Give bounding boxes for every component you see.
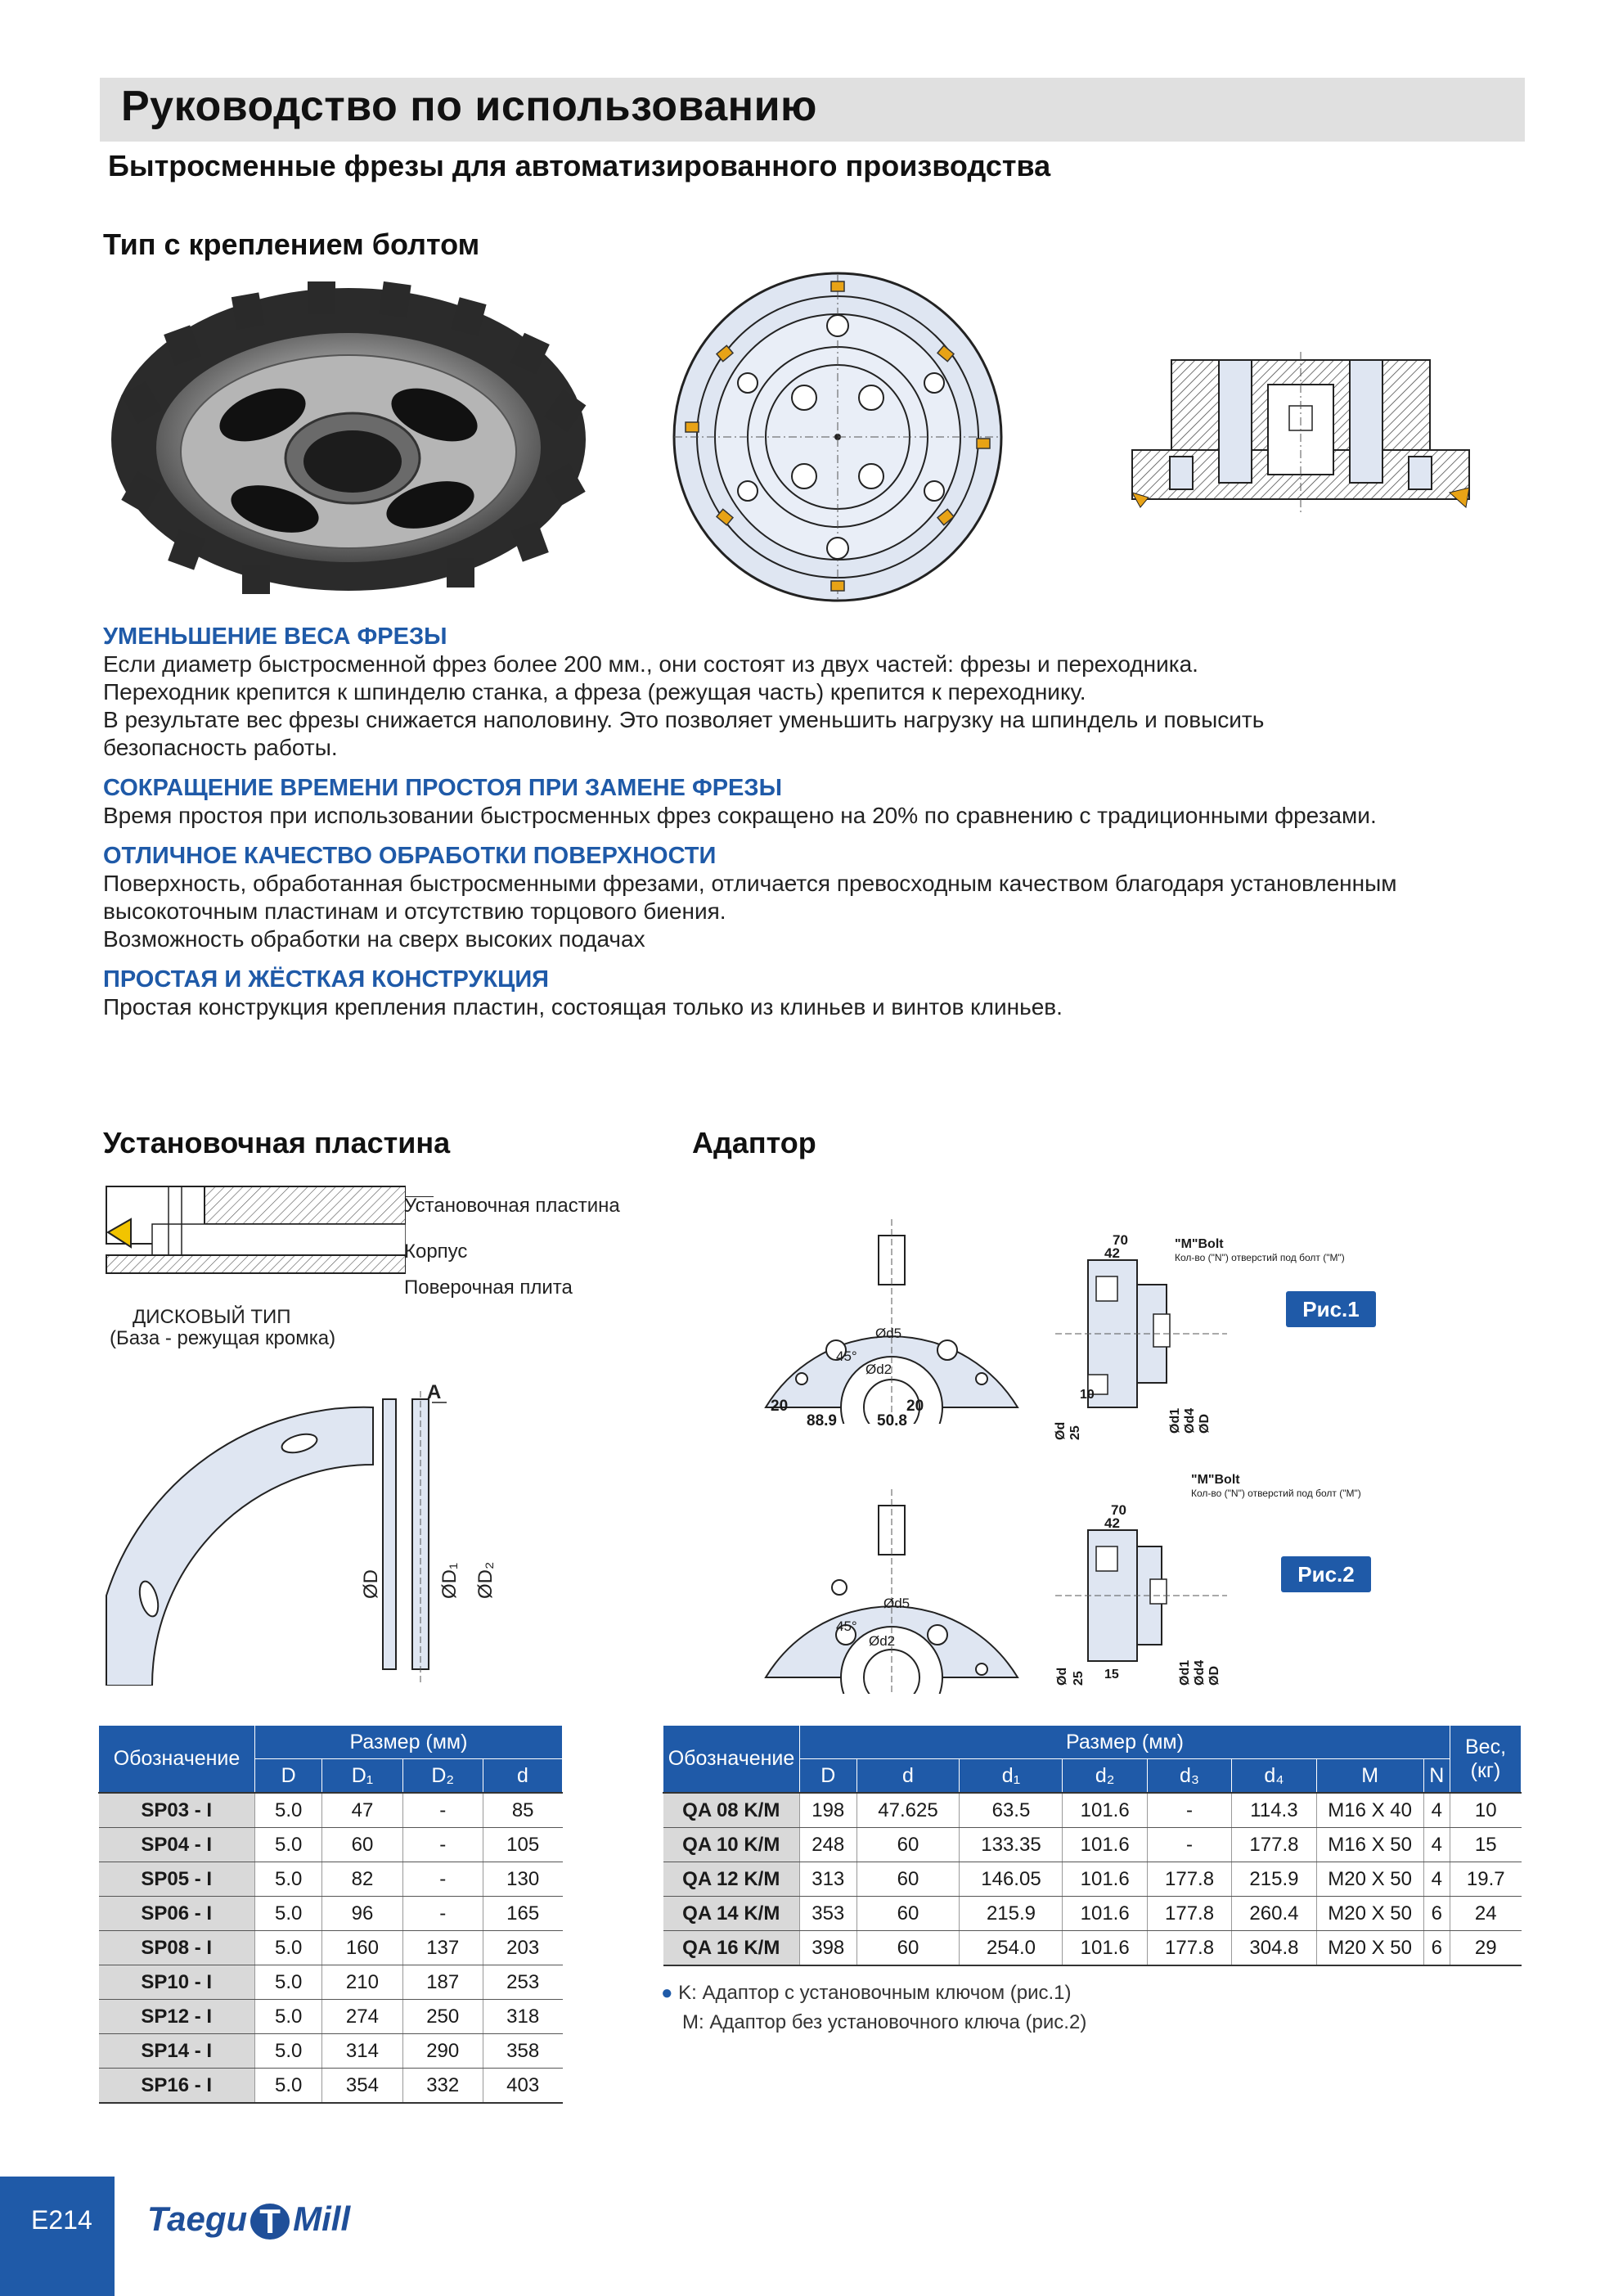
table-row: SP05 - I 5.0 82 - 130 bbox=[99, 1862, 563, 1897]
page-number: E214 bbox=[31, 2205, 92, 2235]
adapter-notes bbox=[661, 1979, 1086, 2037]
dim-D1: ØD₁ bbox=[438, 1562, 461, 1599]
section-title-bolt-type: Тип с креплением болтом bbox=[103, 227, 480, 261]
adapter-fig2-front-drawing bbox=[761, 1489, 1023, 1694]
header-size: Размер (мм) bbox=[255, 1726, 563, 1759]
feature-line: высокоточным пластинам и отсутствию торцового биения. bbox=[103, 898, 726, 924]
fig1-badge: Рис.1 bbox=[1286, 1291, 1376, 1327]
cutter-photo bbox=[103, 263, 602, 607]
header-col: N bbox=[1423, 1759, 1450, 1794]
feature-heading: ОТЛИЧНОЕ КАЧЕСТВО ОБРАБОТКИ ПОВЕРХНОСТИ bbox=[103, 843, 717, 869]
table-row: QA 16 K/M 398 60 254.0 101.6 177.8 304.8 M20 X 50 6 29 bbox=[663, 1931, 1522, 1966]
table-row: SP06 - I 5.0 96 - 165 bbox=[99, 1897, 563, 1931]
header-col: d₂ bbox=[1063, 1759, 1147, 1794]
table-row: SP04 - I 5.0 60 - 105 bbox=[99, 1828, 563, 1862]
dim-d: Ød bbox=[1055, 1667, 1069, 1686]
dim-d1: Ød1 bbox=[1168, 1407, 1182, 1434]
dim-15: 15 bbox=[1104, 1668, 1119, 1681]
dim-D: ØD bbox=[1198, 1414, 1212, 1434]
adapter-table bbox=[663, 1725, 1522, 1966]
header-col: D bbox=[800, 1759, 857, 1794]
dim-10: 10 bbox=[1080, 1388, 1095, 1402]
table-row: SP12 - I 5.0 274 250 318 bbox=[99, 2000, 563, 2034]
label-m-bolt: "M"Bolt bbox=[1175, 1237, 1224, 1251]
dim-20-left: 20 bbox=[771, 1398, 789, 1415]
dim-d1: Ød1 bbox=[1178, 1659, 1192, 1686]
setting-plate-table bbox=[98, 1725, 563, 2104]
feature-block bbox=[103, 843, 1494, 953]
dim-d4: Ød4 bbox=[1183, 1407, 1197, 1434]
feature-heading: ПРОСТАЯ И ЖЁСТКАЯ КОНСТРУКЦИЯ bbox=[103, 966, 550, 993]
label-bolt-note: Кол-во ("N") отверстий под болт ("M") bbox=[1191, 1488, 1361, 1499]
dim-d2: Ød2 bbox=[865, 1362, 892, 1377]
dim-88-9: 88.9 bbox=[807, 1412, 837, 1429]
header-col: d bbox=[483, 1759, 562, 1794]
table-row: QA 08 K/M 198 47.625 63.5 101.6 - 114.3 M16 X 40 4 10 bbox=[663, 1793, 1522, 1828]
label-test-plate: Поверочная плита bbox=[404, 1276, 573, 1299]
label-setting-plate: Установочная пластина bbox=[404, 1195, 620, 1217]
setting-plate-arc-drawing bbox=[103, 1391, 479, 1686]
header-col: D bbox=[255, 1759, 322, 1794]
dim-25: 25 bbox=[1072, 1671, 1086, 1686]
header-col: D₂ bbox=[402, 1759, 483, 1794]
label-m-bolt: "M"Bolt bbox=[1191, 1473, 1240, 1487]
dim-42: 42 bbox=[1104, 1245, 1120, 1261]
table-row: QA 12 K/M 313 60 146.05 101.6 177.8 215.9 M20 X 50 4 19.7 bbox=[663, 1862, 1522, 1897]
header-code: Обозначение bbox=[663, 1726, 800, 1794]
table-row: SP16 - I 5.0 354 332 403 bbox=[99, 2069, 563, 2104]
bullet-icon: ● bbox=[661, 1982, 679, 2004]
feature-line: Если диаметр быстросменной фрез более 200 мм., они состоят из двух частей: фрезы и переходника. bbox=[103, 651, 1198, 677]
header-code: Обозначение bbox=[99, 1726, 255, 1794]
dim-d5: Ød5 bbox=[883, 1596, 910, 1611]
dim-45: 45° bbox=[836, 1348, 857, 1364]
header-col: d₁ bbox=[960, 1759, 1063, 1794]
dim-45: 45° bbox=[836, 1618, 857, 1634]
header-col: d bbox=[856, 1759, 960, 1794]
page-subtitle: Бытросменные фрезы для автоматизированного производства bbox=[108, 149, 1051, 182]
brand-t-icon: T bbox=[250, 2204, 290, 2240]
dim-A: A bbox=[427, 1381, 442, 1403]
label-body: Корпус bbox=[404, 1240, 468, 1263]
feature-line: безопасность работы. bbox=[103, 735, 338, 760]
page-tab bbox=[0, 2177, 115, 2296]
note-text: K: Адаптор с установочным ключом (рис.1) bbox=[678, 1982, 1072, 2004]
table-row: SP10 - I 5.0 210 187 253 bbox=[99, 1965, 563, 2000]
dim-d5: Ød5 bbox=[875, 1326, 902, 1341]
header-col: d₄ bbox=[1232, 1759, 1316, 1794]
table-row: SP03 - I 5.0 47 - 85 bbox=[99, 1793, 563, 1828]
brand-right: Mill bbox=[293, 2199, 351, 2238]
header-size: Размер (мм) bbox=[800, 1726, 1450, 1759]
table-row: SP08 - I 5.0 160 137 203 bbox=[99, 1931, 563, 1965]
cutter-top-view-drawing bbox=[669, 267, 1006, 607]
feature-heading: СОКРАЩЕНИЕ ВРЕМЕНИ ПРОСТОЯ ПРИ ЗАМЕНЕ ФРЕЗЫ bbox=[103, 775, 782, 801]
brand-logo bbox=[147, 2199, 350, 2240]
feature-line: Время простоя при использовании быстросменных фрез сокращено на 20% по сравнению с традиционными фрезами. bbox=[103, 803, 1377, 828]
feature-line: Переходник крепится к шпинделю станка, а фреза (режущая часть) крепится к переходнику. bbox=[103, 679, 1086, 705]
dim-D: ØD bbox=[360, 1569, 382, 1599]
dim-D: ØD bbox=[1207, 1666, 1221, 1686]
dim-50-8: 50.8 bbox=[877, 1412, 907, 1429]
table-row: QA 10 K/M 248 60 133.35 101.6 - 177.8 M16 X 50 4 15 bbox=[663, 1828, 1522, 1862]
feature-block bbox=[103, 775, 1494, 830]
page-title: Руководство по использованию bbox=[121, 83, 817, 130]
setting-plate-section-drawing bbox=[103, 1178, 406, 1309]
dim-d2: Ød2 bbox=[869, 1633, 896, 1649]
feature-block bbox=[103, 624, 1494, 762]
feature-line: В результате вес фрезы снижается наполовину. Это позволяет уменьшить нагрузку на шпиндель и повысить bbox=[103, 707, 1265, 732]
note-text: M: Адаптор без установочного ключа (рис.2) bbox=[682, 2011, 1087, 2033]
cutter-section-drawing bbox=[1129, 352, 1472, 515]
header-col: M bbox=[1316, 1759, 1423, 1794]
dim-20-right: 20 bbox=[906, 1398, 924, 1415]
dim-70: 70 bbox=[1113, 1232, 1128, 1248]
label-base: (База - режущая кромка) bbox=[110, 1327, 336, 1349]
dim-d: Ød bbox=[1054, 1421, 1068, 1440]
feature-line: Возможность обработки на сверх высоких подачах bbox=[103, 926, 645, 952]
dim-25: 25 bbox=[1068, 1425, 1082, 1440]
note-line bbox=[661, 2008, 1086, 2037]
header-weight: Вес, (кг) bbox=[1450, 1726, 1522, 1794]
features-section bbox=[103, 624, 1494, 1021]
feature-block bbox=[103, 966, 1494, 1021]
dim-70: 70 bbox=[1111, 1502, 1126, 1518]
dim-D2: ØD₂ bbox=[474, 1561, 497, 1599]
fig2-badge: Рис.2 bbox=[1281, 1556, 1371, 1592]
table-row: QA 14 K/M 353 60 215.9 101.6 177.8 260.4 M20 X 50 6 24 bbox=[663, 1897, 1522, 1931]
dim-42: 42 bbox=[1104, 1515, 1120, 1531]
note-line bbox=[661, 1979, 1086, 2008]
feature-heading: УМЕНЬШЕНИЕ ВЕСА ФРЕЗЫ bbox=[103, 624, 447, 650]
adapter-fig1-front-drawing bbox=[761, 1219, 1023, 1424]
table-row: SP14 - I 5.0 314 290 358 bbox=[99, 2034, 563, 2069]
header-col: d₃ bbox=[1147, 1759, 1231, 1794]
brand-left: Taegu bbox=[147, 2199, 248, 2238]
label-disc-type: ДИСКОВЫЙ ТИП bbox=[133, 1306, 291, 1328]
header-col: D₁ bbox=[322, 1759, 402, 1794]
feature-line: Поверхность, обработанная быстросменными фрезами, отличается превосходным качеством благодаря установленным bbox=[103, 871, 1397, 896]
label-bolt-note: Кол-во ("N") отверстий под болт ("M") bbox=[1175, 1252, 1345, 1263]
section-title-plate: Установочная пластина bbox=[103, 1126, 451, 1159]
dim-d4: Ød4 bbox=[1193, 1659, 1207, 1686]
feature-line: Простая конструкция крепления пластин, состоящая только из клиньев и винтов клиньев. bbox=[103, 994, 1063, 1020]
section-title-adapter: Адаптор bbox=[692, 1126, 816, 1159]
